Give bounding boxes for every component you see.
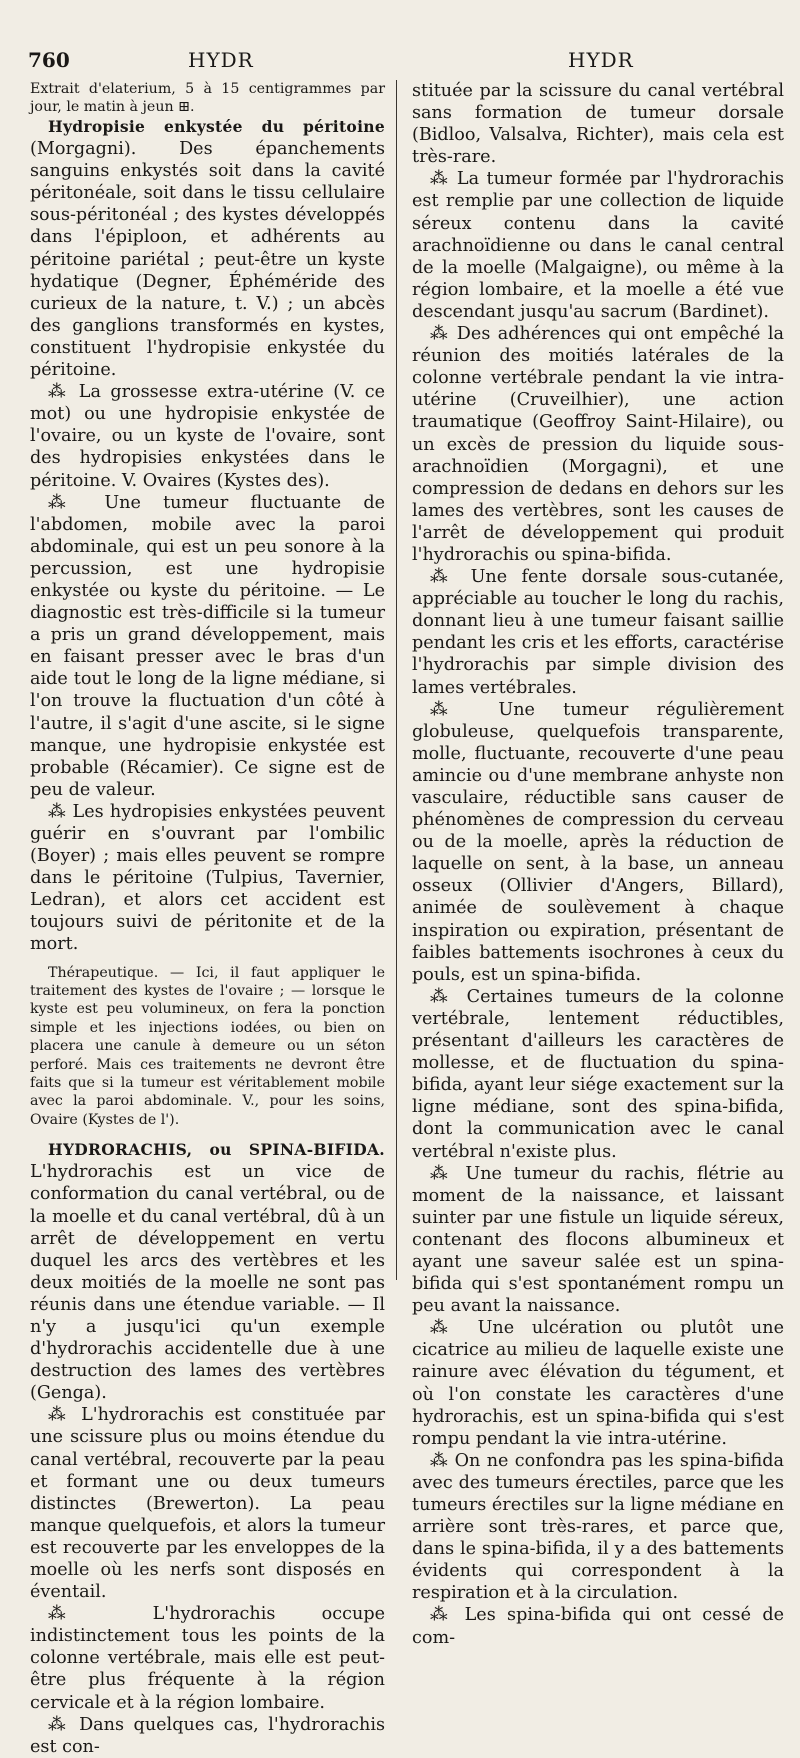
paragraph: ⁂ L'hydrorachis occupe indistinctement tous les points de la colonne vertébrale, mais elle est peut-être plus fréquente à la région cervicale et à la région lombaire.: [30, 1604, 385, 1713]
column-divider: [396, 80, 397, 1280]
running-head-right: HYDR: [568, 48, 634, 72]
paragraph: ⁂ Une tumeur fluctuante de l'abdomen, mobile avec la paroi abdominale, qui est un peu sonore à la percussion, est une hydropisie enkystée ou kyste du péritoine. — Le diagnostic est très-difficile si la tumeur a pris un grand développement, mais en faisant presser avec le bras d'un aide tout le long de la ligne médiane, si l'on trouve la fluctuation d'un côté à l'autre, il s'agit d'une ascite, si le signe manque, une hydropisie enkystée est probable (Récamier). Ce signe est de peu de valeur.: [30, 492, 385, 800]
paragraph: ⁂ On ne confondra pas les spina-bifida avec des tumeurs érectiles, parce que les tumeurs érectiles sur la ligne médiane en arrière sont très-rares, et parce que, dans le spina-bifida, il y a des battements évidents qui correspondent à la respiration et à la circulation.: [412, 1450, 784, 1604]
paragraph: ⁂ Une fente dorsale sous-cutanée, appréciable au toucher le long du rachis, donnant lieu à une tumeur faisant saillie pendant les cris et les efforts, caractérise l'hydrorachis par simple division des lames vertébrales.: [412, 567, 784, 698]
paragraph: ⁂ Une ulcération ou plutôt une cicatrice au milieu de laquelle existe une rainure avec élévation du tégument, et où l'on constate les caractères d'une hydrorachis, est un spina-bifida qui s'est rompu pendant la vie intra-utérine.: [412, 1318, 784, 1449]
left-text-column: [30, 80, 385, 1757]
paragraph: ⁂ Une tumeur du rachis, flétrie au moment de la naissance, et laissant suinter par une fistule un liquide séreux, contenant des flocons albumineux et ayant une saveur salée est un spina-bifida qui s'est spontanément rompu un peu avant la naissance.: [412, 1163, 784, 1317]
paragraph: ⁂ La grossesse extra-utérine (V. ce mot) ou une hydropisie enkystée de l'ovaire, ou un kyste de l'ovaire, sont des hydropisies enkystées dans le péritoine. V. Ovaires (Kystes des).: [30, 382, 385, 491]
paragraph: ⁂ Les hydropisies enkystées peuvent guérir en s'ouvrant par l'ombilic (Boyer) ; mais elles peuvent se rompre dans le péritoine (Tulpius, Tavernier, Ledran), et alors cet accident est toujours suivi de péritonite et de la mort.: [30, 801, 385, 955]
right-text-column: [412, 80, 784, 1648]
paragraph: stituée par la scissure du canal vertébral sans formation de tumeur dorsale (Bidloo, Valsalva, Richter), mais cela est très-rare.: [412, 81, 784, 168]
entry-text: (Morgagni). Des épanchements sanguins enkystés soit dans la cavité péritonéale, soit dans le tissu cellulaire sous-péritonéal ; des kystes développés dans l'épiploon, et adhérents au péritoine pariétal ; peut-être un kyste hydatique (Degner, Éphéméride des curieux de la nature, t. V.) ; un abcès des ganglions transformés en kystes, constituent l'hydropisie enkystée du péritoine.: [30, 139, 385, 381]
paragraph: Extrait d'elaterium, 5 à 15 centigrammes par jour, le matin à jeun ⊞.: [30, 81, 385, 115]
dictionary-entry: [30, 116, 385, 381]
paragraph: ⁂ La tumeur formée par l'hydrorachis est remplie par une collection de liquide séreux contenu dans la cavité arachnoïdienne ou dans le canal central de la moelle (Malgaigne), ou même à la région lombaire, et la moelle a été vue descendant jusqu'au sacrum (Bardinet).: [412, 169, 784, 322]
therapeutics-note: Thérapeutique. — Ici, il faut appliquer le traitement des kystes de l'ovaire ; — lorsque le kyste est peu volumineux, on fera la ponction simple et les injections iodées, ou bien on placera une canule à demeure ou un séton perforé. Mais ces traitements ne devront être faits que si la tumeur est véritablement mobile avec la paroi abdominale. V., pour les soins, Ovaire (Kystes de l').: [30, 964, 385, 1128]
paragraph: ⁂ Des adhérences qui ont empêché la réunion des moitiés latérales de la colonne vertébrale pendant la vie intra-utérine (Cruveilhier), une action traumatique (Geoffroy Saint-Hilaire), ou un excès de pression du liquide sous-arachnoïdien (Morgagni), et une compression de dedans en dehors sur les lames des vertèbres, sont les causes de l'arrêt de développement qui produit l'hydrorachis ou spina-bifida.: [412, 324, 784, 565]
entry-text: L'hydrorachis est un vice de conformation du canal vertébral, ou de la moelle et du canal vertébral, dû à un arrêt de développement en vertu duquel les arcs des vertèbres et les deux moitiés de la moelle ne sont pas réunis dans une étendue variable. — Il n'y a jusqu'ici qu'un exemple d'hydrorachis accidentelle due à une destruction des lames des vertèbres (Genga).: [30, 1162, 385, 1404]
paragraph: ⁂ Certaines tumeurs de la colonne vertébrale, lentement réductibles, présentant d'ailleurs les caractères de mollesse, et de fluctuation du spina-bifida, ayant leur siége exactement sur la ligne médiane, sont des spina-bifida, dont la communication avec le canal vertébral n'existe plus.: [412, 986, 784, 1162]
running-head-left: HYDR: [188, 48, 254, 72]
paragraph: ⁂ Une tumeur régulièrement globuleuse, quelquefois transparente, molle, fluctuante, recouverte d'une peau amincie ou d'une membrane anhyste non vasculaire, réductible sans causer de phénomènes de compression du cerveau ou de la moelle, après la réduction de laquelle on sent, à la base, un anneau osseux (Ollivier d'Angers, Billard), animée de soulèvement à chaque inspiration ou expiration, présentant de faibles battements isochrones à ceux du pouls, est un spina-bifida.: [412, 699, 784, 985]
page-number: 760: [28, 48, 70, 72]
entry-headword: HYDRORACHIS, ou SPINA-BIFIDA.: [48, 1140, 385, 1160]
entry-headword: Hydropisie enkystée du péritoine: [48, 117, 385, 136]
paragraph: ⁂ Dans quelques cas, l'hydrorachis est con-: [30, 1714, 385, 1757]
paragraph: ⁂ L'hydrorachis est constituée par une scissure plus ou moins étendue du canal vertébral, recouverte par la peau et formant une ou deux tumeurs distinctes (Brewerton). La peau manque quelquefois, et alors la tumeur est recouverte par les enveloppes de la moelle où les nerfs sont disposés en éventail.: [30, 1405, 385, 1603]
paragraph: ⁂ Les spina-bifida qui ont cessé de com-: [412, 1605, 784, 1648]
dictionary-entry: [30, 1139, 385, 1404]
